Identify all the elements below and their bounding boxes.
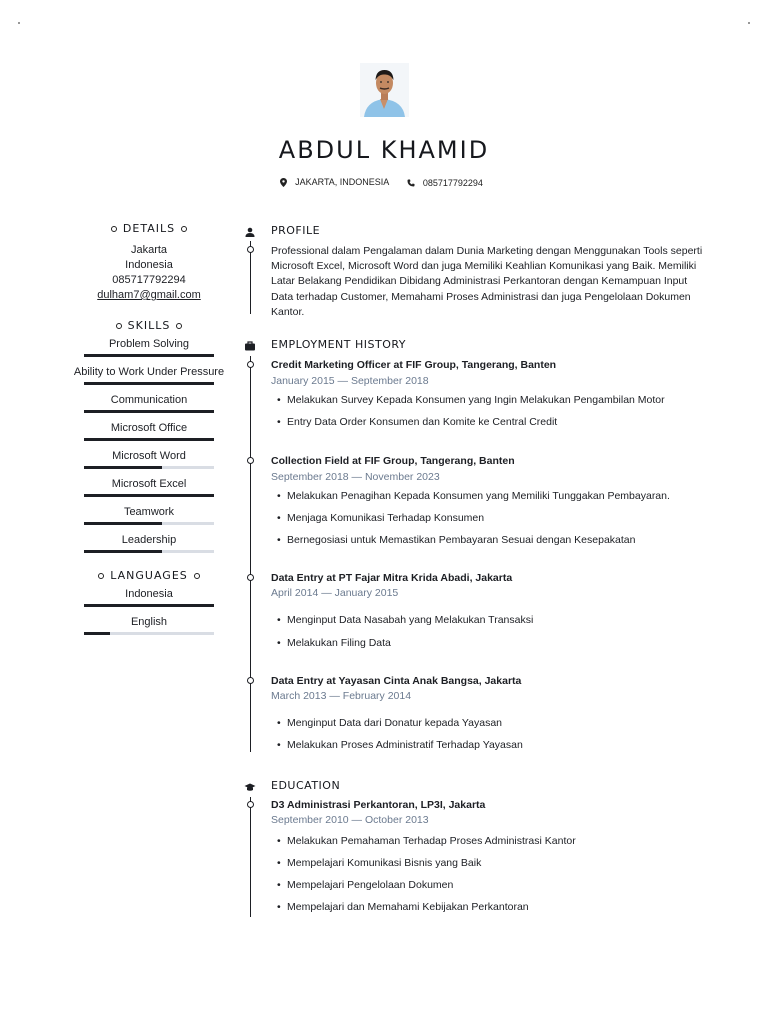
languages-heading [72,569,226,582]
skill-level-bar [84,550,214,553]
details-country: Indonesia [125,259,173,271]
timeline-dot [247,574,254,581]
ring-icon [194,573,200,579]
profile-photo [360,63,409,117]
job-date: September 2018 — November 2023 [271,471,440,483]
skill-level-fill [84,522,162,525]
skill-level-fill [84,438,214,441]
skill-item [84,477,214,497]
skill-label: Problem Solving [108,338,190,350]
ring-icon [181,226,187,232]
skill-level-bar [84,354,214,357]
skill-item [84,337,214,357]
skill-level-fill [84,466,162,469]
education-date: September 2010 — October 2013 [271,814,429,826]
corner-mark-right [748,22,750,24]
ring-icon [111,226,117,232]
job-bullet: • Melakukan Survey Kepada Konsumen yang Ingin Melakukan Pengambilan Motor [287,394,665,406]
job-title: Credit Marketing Officer at FIF Group, Tangerang, Banten [271,359,557,371]
job-bullet: • Menginput Data dari Donatur kepada Yayasan [287,717,502,729]
skill-level-bar [84,466,214,469]
languages-heading-text: LANGUAGES [110,569,188,582]
job-date: January 2015 — September 2018 [271,375,429,387]
employment-heading: EMPLOYMENT HISTORY [271,338,407,351]
skill-level-fill [84,382,214,385]
person-icon [244,226,256,238]
job-bullet: • Melakukan Proses Administratif Terhadap Yayasan [287,739,523,751]
skill-label: Leadership [121,534,177,546]
timeline-line [250,797,251,917]
skill-level-fill [84,494,214,497]
header-location-text: JAKARTA, INDONESIA [295,177,390,187]
job-bullet: • Bernegosiasi untuk Memastikan Pembayaran Sesuai dengan Kesepakatan [287,534,635,546]
header-contact [0,177,768,189]
ring-icon [98,573,104,579]
skills-heading-text: SKILLS [127,319,171,332]
job-bullet: • Menjaga Komunikasi Terhadap Konsumen [287,512,484,524]
details-block [72,243,226,303]
header-phone-text: 085717792294 [422,177,483,188]
job-bullet: • Menginput Data Nasabah yang Melakukan Transaksi [287,614,533,626]
job-title: Data Entry at Yayasan Cinta Anak Bangsa, Jakarta [271,675,522,687]
job-title: Data Entry at PT Fajar Mitra Krida Abadi, Jakarta [271,572,513,584]
candidate-name: ABDUL KHAMID [278,136,490,164]
corner-mark-left [18,22,20,24]
briefcase-icon [244,340,256,352]
skill-item [84,533,214,553]
timeline-dot [247,457,254,464]
graduation-cap-icon [244,781,256,793]
timeline-dot [247,361,254,368]
skills-list [72,337,226,553]
skill-item [73,365,225,385]
details-city: Jakarta [130,244,168,256]
location-pin-icon [280,178,287,187]
sidebar [72,222,226,635]
job-bullet: • Melakukan Penagihan Kepada Konsumen yang Memiliki Tunggakan Pembayaran. [287,490,670,502]
skill-level-bar [84,494,214,497]
timeline-dot [247,801,254,808]
details-phone: 085717792294 [112,274,186,286]
skill-label: Communication [110,394,188,406]
job-date: March 2013 — February 2014 [271,690,412,702]
profile-summary: Professional dalam Pengalaman dalam Dunia Marketing dengan Menggunakan Tools seperti Microsoft Excel, Microsoft Word dan juga Memiliki Keahlian Komunikasi yang Baik. Memiliki Latar Belakang Pendidikan Dibidang Administrasi Perkantoran dengan Kemampuan Input Data terhadap Customer, Memahami Proses Administrasi dan juga Pengelolaan Dokumen Kantor. [271,245,703,318]
skill-item [84,449,214,469]
education-bullet: • Mempelajari dan Memahami Kebijakan Perkantoran [287,901,529,913]
job-bullet: • Melakukan Filing Data [287,637,391,649]
timeline-dot [247,246,254,253]
skills-heading [72,319,226,332]
skill-label: Ability to Work Under Pressure [73,366,225,378]
language-level-fill [84,632,110,635]
skill-item [84,505,214,525]
education-bullet: • Mempelajari Pengelolaan Dokumen [287,879,453,891]
phone-icon [407,179,415,187]
skill-level-bar [84,438,214,441]
skill-level-bar [84,382,214,385]
education-bullet: • Melakukan Pemahaman Terhadap Proses Administrasi Kantor [287,835,576,847]
skill-level-bar [84,522,214,525]
skill-level-fill [84,550,162,553]
details-heading-text: DETAILS [122,222,176,235]
skill-label: Microsoft Excel [111,478,187,490]
skill-level-fill [84,410,214,413]
language-level-bar [84,604,214,607]
header-phone [407,178,488,188]
education-heading: EDUCATION [271,779,341,792]
job-date: April 2014 — January 2015 [271,587,399,599]
skill-label: Microsoft Word [112,450,186,462]
education-title: D3 Administrasi Perkantoran, LP3I, Jakarta [271,799,486,811]
job-bullet: • Entry Data Order Konsumen dan Komite ke Central Credit [287,416,557,428]
education-bullet: • Mempelajari Komunikasi Bisnis yang Baik [287,857,481,869]
job-title: Collection Field at FIF Group, Tangerang, Banten [271,455,515,467]
timeline-line [250,356,251,752]
ring-icon [116,323,122,329]
language-level-fill [84,604,214,607]
details-email-link[interactable]: dulham7@gmail.com [97,289,201,301]
header-location [280,177,394,187]
skill-item [84,421,214,441]
language-item [84,587,214,607]
skill-level-fill [84,354,214,357]
skill-item [84,393,214,413]
skill-level-bar [84,410,214,413]
timeline-dot [247,677,254,684]
language-label: English [130,616,168,628]
profile-heading: PROFILE [271,224,321,237]
language-label: Indonesia [125,588,173,600]
languages-list [72,587,226,635]
skill-label: Microsoft Office [110,422,188,434]
skill-label: Teamwork [123,506,175,518]
ring-icon [176,323,182,329]
language-item [84,615,214,635]
details-heading [72,222,226,235]
language-level-bar [84,632,214,635]
